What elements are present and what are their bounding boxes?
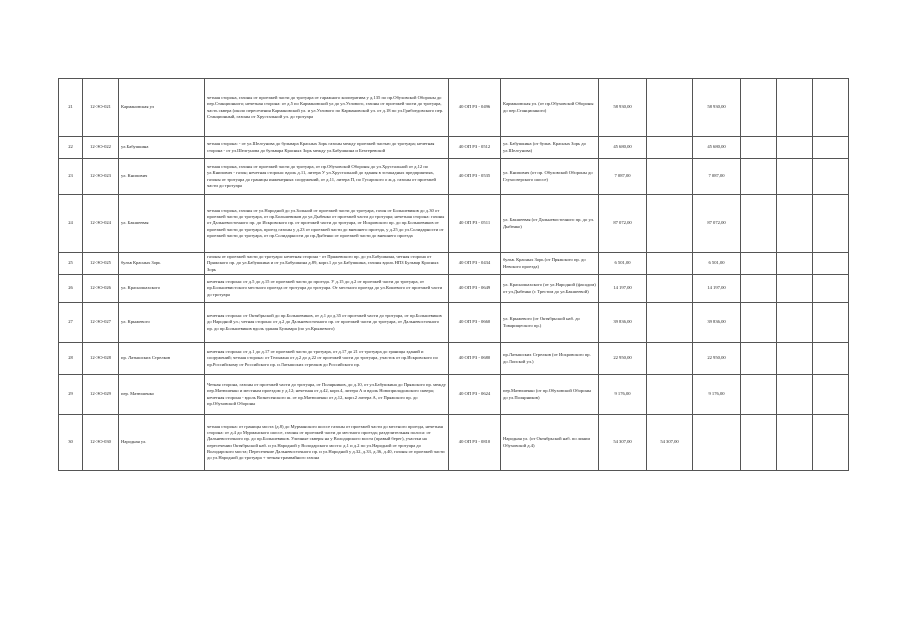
row-number: 22 xyxy=(59,137,83,159)
road-name: пер. Матюшенко xyxy=(119,375,205,415)
value-2 xyxy=(647,137,693,159)
table-row xyxy=(59,375,849,415)
value-2 xyxy=(647,303,693,343)
road-name: ул.Бабушкина xyxy=(119,137,205,159)
value-1: 6 501,00 xyxy=(599,253,647,275)
road-bounds: бульв. Красных Зорь (от Пряжского пр. до Невского проезда) xyxy=(501,253,599,275)
road-bounds: Народная ул. (от Октябрьской наб. по линии Обуховской д.4) xyxy=(501,415,599,471)
row-number: 21 xyxy=(59,79,83,137)
row-number: 26 xyxy=(59,275,83,303)
row-number: 25 xyxy=(59,253,83,275)
row-code: 12-ЭО-027 xyxy=(83,303,119,343)
empty-cell xyxy=(741,275,777,303)
row-code: 12-ЭО-021 xyxy=(83,79,119,137)
empty-cell xyxy=(741,137,777,159)
road-id: 40 ОП РЗ - 0535 xyxy=(449,159,501,195)
road-bounds: пр.Латышских Стрелков (от Искровского пр. до Лопской ул.) xyxy=(501,343,599,375)
road-description: четная сторона, газоны от проезжей части до тротуара от гаражного кооператива у д.135 по пр.Обуховской Обороны до пер.Станционного; нечетная сторона: от д.5 по Кармановской ул до ул.Углового, газоны от проезжей части до тротуара, часть сквера (около пересечения Кармановской ул. и ул.Углового по Кармановской ул. от д.18 по ул.Грибоедовского пер. Станционный, газоны от Хрустальной ул. до тротуара xyxy=(205,79,449,137)
table-row xyxy=(59,137,849,159)
road-bounds: ул. Крыжевого (от Октябрьской наб. до Товарищеского пр.) xyxy=(501,303,599,343)
empty-cell xyxy=(741,415,777,471)
road-id: 40 ОП РЗ - 0624 xyxy=(449,375,501,415)
empty-cell xyxy=(777,137,813,159)
empty-cell xyxy=(741,79,777,137)
empty-cell xyxy=(777,159,813,195)
row-number: 30 xyxy=(59,415,83,471)
value-2 xyxy=(647,195,693,253)
road-description: нечетная сторона: от Октябрьской до пр.Большевиков, от д.1 до д.35 от проезжей части до тротуара, от пр.Большевиков до Народной ул.; четная сторона: от д.2 до Дальневосточного пр. от проезжей части до тротуара, от Дальневосточного пр. до пр.Большевиков вдоль здания Бульвара (по ул.Крыжевого) xyxy=(205,303,449,343)
table-row xyxy=(59,159,849,195)
road-id: 40 ОП РЗ - 0660 xyxy=(449,303,501,343)
value-2 xyxy=(647,253,693,275)
row-code: 12-ЭО-028 xyxy=(83,343,119,375)
empty-cell xyxy=(777,79,813,137)
road-id: 40 ОП РЗ - 0511 xyxy=(449,195,501,253)
value-3: 39 836,00 xyxy=(693,303,741,343)
row-code: 12-ЭО-023 xyxy=(83,159,119,195)
value-1: 14 197,00 xyxy=(599,275,647,303)
empty-cell xyxy=(813,303,849,343)
empty-cell xyxy=(741,343,777,375)
road-name: Кармановская ул xyxy=(119,79,205,137)
road-description: нечетная сторона: от д.1 до д.17 от проезжей части до тротуара, от д.17 до 21 от тротуара до границы зданий и сооружений; четная сторона: от Тельмана от д.2 до д.22 от проезжей части до тротуара, участок от пр.Искровского по пр.Российскому от Российского пр. и Латышских стрелков до Российского пр. xyxy=(205,343,449,375)
value-1: 54 307,00 xyxy=(599,415,647,471)
empty-cell xyxy=(777,253,813,275)
road-bounds: ул. Книпович (от пр. Обуховской Обороны до Глухоозерского шоссе) xyxy=(501,159,599,195)
value-3: 87 072,00 xyxy=(693,195,741,253)
empty-cell xyxy=(777,303,813,343)
empty-cell xyxy=(813,253,849,275)
value-3: 7 087,00 xyxy=(693,159,741,195)
road-description: газоны от проезжей части до тротуара: нечетная сторона - от Пряжевского пр. до ул.Бабушкина, четная сторона от Пряжского пр. до ул.Бабушкина и от ул.Бабушкина д.89, корп.1 до ул.Бабушкина, газоны вдоль НПЗ Бульвар Красных Зорь xyxy=(205,253,449,275)
road-bounds: пер.Матюшенко (от пр.Обуховской Обороны до ул.Полярников) xyxy=(501,375,599,415)
empty-cell xyxy=(813,137,849,159)
value-1: 45 680,00 xyxy=(599,137,647,159)
road-name: ул. Бакшеевая xyxy=(119,195,205,253)
value-3: 6 501,00 xyxy=(693,253,741,275)
empty-cell xyxy=(741,253,777,275)
road-description: Четная сторона, газоны от проезжей части до тротуара, от Полярников, до д.10, от ул.Бабушкина до Пряжского пр. между пер.Матюшенко и местным проездом у д.12; нечетная от д.42, корп.4, литера А и вдоль Новоприладожского сквера; нечетная сторона - вдоль Вознесенского ш. от пр.Матюшенко от д.12, корп.2 литера А, от Пряжского пр. до пр.Обуховской Обороны xyxy=(205,375,449,415)
value-2: 54 307,00 xyxy=(647,415,693,471)
empty-cell xyxy=(777,343,813,375)
value-3: 9 176,00 xyxy=(693,375,741,415)
table-row xyxy=(59,343,849,375)
value-1: 9 176,00 xyxy=(599,375,647,415)
row-number: 28 xyxy=(59,343,83,375)
road-bounds: Кармановская ул. (от пр.Обуховской Обороны до пер.Станционного) xyxy=(501,79,599,137)
road-id: 40 ОП РЗ - 0649 xyxy=(449,275,501,303)
value-3: 58 930,00 xyxy=(693,79,741,137)
value-2 xyxy=(647,375,693,415)
empty-cell xyxy=(741,159,777,195)
road-description: четная сторона, газоны от проезжей части до тротуара, от пр.Обуховской Обороны до ул.Хрустальной от д.12 по ул.Книпович - газон; нечетная сторона: вдоль д.11, литера У ул.Хрустальной до здания в эстакадных предприятиях, газоны от тротуара до границы инженерных сооружений, от д.11, литера П, по Гусарского о ж.д. газоны от проезжей части до тротуара xyxy=(205,159,449,195)
table-row xyxy=(59,275,849,303)
empty-cell xyxy=(777,275,813,303)
road-description: четная сторона: - от ул.Шелгунова до бульвара Красных Зорь газоны между проезжей частью до тротуара; нечетная сторона - от ул.Шелгунова до бульвара Красных Зорь между ул.Бабушкина и Бехтеревской xyxy=(205,137,449,159)
table-body xyxy=(59,79,849,471)
table-row xyxy=(59,79,849,137)
road-description: нечетная сторона: от д.5 до д.15 от проезжей части до проезда. У д.15 до д.2 от проезжей части до тротуара, от пр.Большевистского местного проезда от тротуара до тротуара. От местного проезда до ул.Кошевого от проезжей части до тротуара xyxy=(205,275,449,303)
row-number: 27 xyxy=(59,303,83,343)
empty-cell xyxy=(813,375,849,415)
value-2 xyxy=(647,159,693,195)
road-id: 40 ОП РЗ - 0496 xyxy=(449,79,501,137)
road-name: ул. Красношахского xyxy=(119,275,205,303)
empty-cell xyxy=(741,195,777,253)
value-3: 45 680,00 xyxy=(693,137,741,159)
empty-cell xyxy=(813,79,849,137)
road-name: Народная ул. xyxy=(119,415,205,471)
row-code: 12-ЭО-026 xyxy=(83,275,119,303)
value-1: 39 836,00 xyxy=(599,303,647,343)
road-name: бульв Красных Зорь xyxy=(119,253,205,275)
empty-cell xyxy=(741,375,777,415)
value-2 xyxy=(647,343,693,375)
value-1: 22 950,00 xyxy=(599,343,647,375)
empty-cell xyxy=(813,159,849,195)
empty-cell xyxy=(813,195,849,253)
road-id: 40 ОП РЗ - 0512 xyxy=(449,137,501,159)
table-row xyxy=(59,303,849,343)
row-number: 29 xyxy=(59,375,83,415)
road-id: 40 ОП РЗ - 0434 xyxy=(449,253,501,275)
road-description: четная сторона, газоны от ул.Народной до ул.Зольной от проезжей части до тротуара, газон от Большевиков до д.30 от проезжей части до тротуара, от пр.Большевиков до ул.Дыбенко от проезжей части до тротуара; нечетная сторона: газоны от Дальневосточного пр. до Искровского пр. от проезжей части до тротуара, от Искровского пр. до пр.Большевиков от проезжей части до тротуара, проезд газоны у д.23 от проезжей части до внешнего проезда, у д.25 до ул.Солидарности от проезжей части до тротуара, от пр.Солидарности до пр.Дыбенко от проезжей части до внешнего проезда xyxy=(205,195,449,253)
empty-cell xyxy=(777,195,813,253)
row-code: 12-ЭО-024 xyxy=(83,195,119,253)
empty-cell xyxy=(741,303,777,343)
empty-cell xyxy=(813,275,849,303)
road-name: пр. Латышских Стрелков xyxy=(119,343,205,375)
empty-cell xyxy=(777,415,813,471)
row-code: 12-ЭО-029 xyxy=(83,375,119,415)
road-bounds: ул. Красношахского (от ул.Народной (фасадом) от ул.Дыбенко (с Трестом до ул.Бакшеевой) xyxy=(501,275,599,303)
value-2 xyxy=(647,275,693,303)
road-bounds: ул. Бакшеевая (от Дальневосточного пр. до ул. Дыбенко) xyxy=(501,195,599,253)
empty-cell xyxy=(813,343,849,375)
value-1: 58 930,00 xyxy=(599,79,647,137)
row-code: 12-ЭО-025 xyxy=(83,253,119,275)
value-3 xyxy=(693,415,741,471)
value-1: 87 072,00 xyxy=(599,195,647,253)
row-number: 24 xyxy=(59,195,83,253)
value-2 xyxy=(647,79,693,137)
road-bounds: ул. Бабушкина (от бульв. Красных Зорь до ул.Шелгунова) xyxy=(501,137,599,159)
empty-cell xyxy=(813,415,849,471)
road-id: 40 ОП РЗ - 0680 xyxy=(449,343,501,375)
empty-cell xyxy=(777,375,813,415)
road-description: четная сторона: от границы моста (д.8) до Мурманского шоссе газоны от проезжей части до местного проезда, нечетная сторона: от д.4 до Мурманского шоссе, газоны от проезжей части до местного проезда; разделительная полоса: от Дальневосточного пр. до пр.Большевиков. Уличные скверы на у Володарского моста (правый берег), участки на пересечении Октябрьской наб. и ул.Народной у Володарского моста: д.1 и д.2 по ул.Народной от тротуара до Володарского моста; Пересечение Дальневосточного пр. и ул.Народной у д.32, д.33, д.36, д.40, газоны от проезжей части до ул.Народной до тротуара + четная трамвайного газона xyxy=(205,415,449,471)
value-1: 7 087,00 xyxy=(599,159,647,195)
road-name: ул. Крыжевого xyxy=(119,303,205,343)
road-id: 40 ОП РЗ - 0810 xyxy=(449,415,501,471)
table-row xyxy=(59,253,849,275)
row-code: 12-ЭО-022 xyxy=(83,137,119,159)
roads-table xyxy=(58,78,849,471)
row-number: 23 xyxy=(59,159,83,195)
value-3: 14 197,00 xyxy=(693,275,741,303)
table-row xyxy=(59,195,849,253)
value-3: 22 950,00 xyxy=(693,343,741,375)
road-name: ул. Книпович xyxy=(119,159,205,195)
table-row xyxy=(59,415,849,471)
row-code: 12-ЭО-030 xyxy=(83,415,119,471)
